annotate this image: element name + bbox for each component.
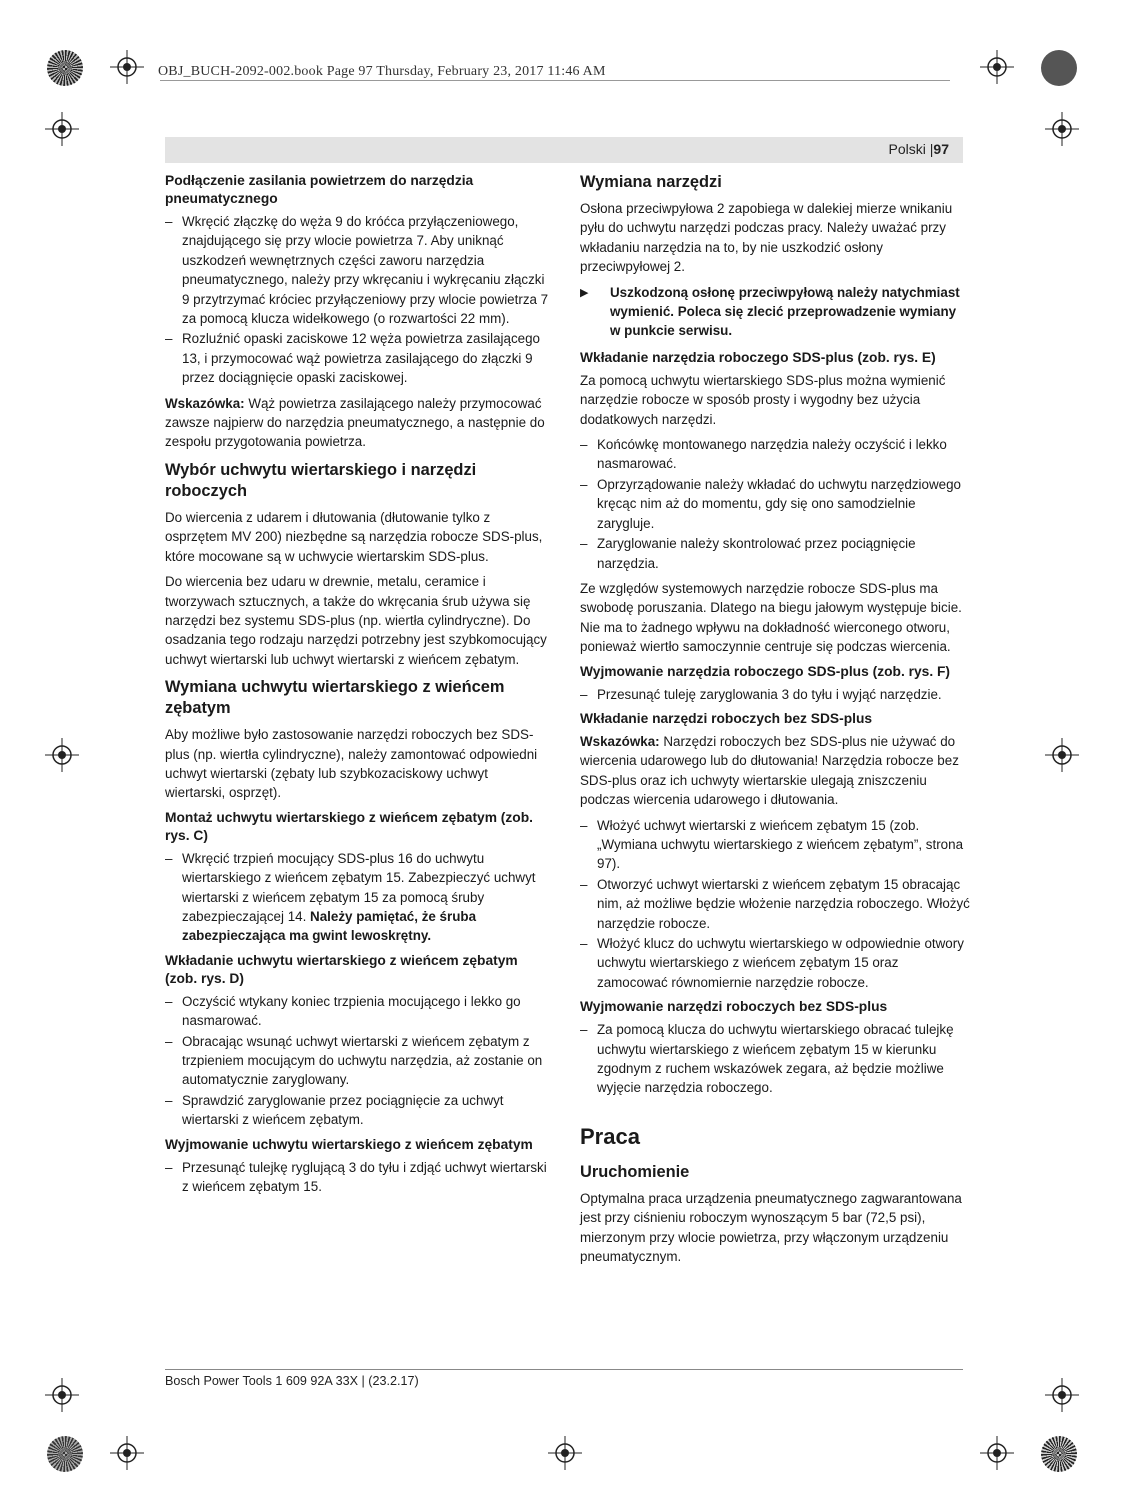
registration-mark-icon [1045, 112, 1079, 146]
paragraph: Do wiercenia bez udaru w drewnie, metalu, ceramice i tworzywach sztucznych, a także do wkręcania śrub używa się narzędzi bez systemu SDS-plus (np. wiertła cylindryczne). Do osadzania tego rodzaju narzędzi potrzebny jest szybkomocujący uchwyt wiertarski lub uchwyt wiertarski z wieńcem zębatym. [165, 574, 547, 667]
color-rose-icon [47, 1436, 83, 1472]
list-item: – Wkręcić złączkę do węża 9 do króćca przyłączeniowego, znajdującego się przy wlocie powietrza 7. Aby uniknąć uszkodzeń wewnętrznych części zaworu narzędzia pneumatycznego, należy przy wkręcaniu i wykręcaniu złączki 9 przytrzymać króciec przyłączeniowy przy wlocie powietrza 7 za pomocą klucza widełkowego (o rozwartości 22 mm). [165, 212, 550, 328]
step-list [165, 1158, 550, 1197]
registration-mark-icon [110, 50, 144, 84]
subsection-heading: Wkładanie narzędzia roboczego SDS-plus (zob. rys. E) [580, 349, 936, 365]
registration-mark-icon [1045, 1378, 1079, 1412]
registration-mark-icon [45, 1378, 79, 1412]
color-rose-icon [47, 50, 83, 86]
paragraph: Za pomocą uchwytu wiertarskiego SDS-plus można wymienić narzędzie robocze w sposób prosty i wygodny bez użycia dodatkowych narzędzi. [580, 372, 946, 427]
note-label: Wskazówka: [165, 395, 245, 411]
list-item: – Obracając wsunąć uchwyt wiertarski z wieńcem zębatym z trzpieniem mocującym do uchwytu narzędzia, aż zostanie on automatycznie zaryglowany. [165, 1032, 550, 1090]
chapter-heading: Praca [580, 1123, 640, 1149]
paragraph: Aby możliwe było zastosowanie narzędzi roboczych bez SDS-plus (np. wiertła cylindryczne), należy zamontować odpowiedni uchwyt wiertarski (zębaty lub szybkozaciskowy uchwyt wiertarski, osprzęt). [165, 727, 538, 801]
registration-mark-icon [1045, 738, 1079, 772]
list-item: – Przesunąć tulejkę ryglującą 3 do tyłu i zdjąć uchwyt wiertarski z wieńcem zębatym 15. [165, 1158, 550, 1197]
subsection-heading: Wyjmowanie narzędzia roboczego SDS-plus (zob. rys. F) [580, 663, 951, 679]
list-item: – Rozluźnić opaski zaciskowe 12 węża powietrza zasilającego 13, i przymocować wąż powietrza zasilającego do złączki 9 przez dociągnięcie opaski zaciskowej. [165, 329, 550, 387]
warning-block [580, 283, 970, 341]
section-heading: Wymiana uchwytu wiertarskiego z wieńcem zębatym [165, 678, 505, 718]
list-item: – Sprawdzić zaryglowanie przez pociągnięcie za uchwyt wiertarski z wieńcem zębatym. [165, 1091, 550, 1130]
list-item: – Przesunąć tuleję zaryglowania 3 do tyłu i wyjąć narzędzie. [580, 685, 970, 704]
print-slug: OBJ_BUCH-2092-002.book Page 97 Thursday, February 23, 2017 11:46 AM [158, 64, 606, 79]
registration-mark-icon [110, 1436, 144, 1470]
subsection-heading: Wkładanie uchwytu wiertarskiego z wieńcem zębatym (zob. rys. D) [165, 952, 518, 986]
step-list [580, 816, 970, 993]
step-list [580, 435, 970, 573]
list-item [165, 849, 550, 946]
paragraph: Do wiercenia z udarem i dłutowania (dłutowanie tylko z osprzętem MV 200) niezbędne są narzędzia robocze SDS-plus, które mocowane są w uchwycie wiertarskim SDS-plus. [165, 509, 543, 564]
list-item: – Otworzyć uchwyt wiertarski z wieńcem zębatym 15 obracając nim, aż możliwe będzie włożenie narzędzia roboczego. Włożyć narzędzie robocze. [580, 875, 970, 933]
color-rose-icon [1041, 50, 1077, 86]
registration-mark-icon [980, 1436, 1014, 1470]
header-separator: | [929, 141, 934, 157]
list-item: – Włożyć uchwyt wiertarski z wieńcem zębatym 15 (zob. „Wymiana uchwytu wiertarskiego z wieńcem zębatym”, strona 97). [580, 816, 970, 874]
footer-rule [165, 1369, 963, 1370]
step-list [580, 685, 970, 704]
list-item: – Oprzyrządowanie należy wkładać do uchwytu narzędziowego kręcąc nim aż do momentu, gdy się ono samodzielnie zarygluje. [580, 475, 970, 533]
list-item: – Zaryglowanie należy skontrolować przez pociągnięcie narzędzia. [580, 534, 970, 573]
registration-mark-icon [45, 112, 79, 146]
note-paragraph [165, 394, 550, 452]
list-item: – Końcówkę montowanego narzędzia należy oczyścić i lekko nasmarować. [580, 435, 970, 474]
registration-mark-icon [980, 50, 1014, 84]
step-list [165, 992, 550, 1130]
section-heading: Wymiana narzędzi [580, 173, 722, 191]
note-text: Wąż powietrza zasilającego należy przymocować zawsze najpierw do narzędzia pneumatycznego, a następnie do zespołu przygotowania powietrza. [165, 395, 545, 450]
list-item: – Oczyścić wtykany koniec trzpienia mocującego i lekko go nasmarować. [165, 992, 550, 1031]
note-label: Wskazówka: [580, 733, 660, 749]
subsection-heading: Wkładanie narzędzi roboczych bez SDS-plus [580, 710, 873, 726]
registration-mark-icon [45, 738, 79, 772]
right-column [580, 172, 970, 1272]
color-rose-icon [1041, 1436, 1077, 1472]
step-list [580, 1020, 970, 1098]
note-paragraph [580, 732, 970, 810]
list-item: – Włożyć klucz do uchwytu wiertarskiego w odpowiednie otwory uchwytu wiertarskiego z wieńcem zębatym 15 oraz zamocować równomiernie narzędzie robocze. [580, 934, 970, 992]
section-heading: Wybór uchwytu wiertarskiego i narzędzi roboczych [165, 460, 477, 500]
step-list [165, 212, 550, 388]
page-header [165, 137, 963, 163]
header-language: Polski [888, 141, 926, 157]
subsection-heading: Montaż uchwytu wiertarskiego z wieńcem zębatym (zob. rys. C) [165, 809, 533, 843]
subsection-heading: Wyjmowanie narzędzi roboczych bez SDS-plus [580, 999, 888, 1015]
page-footer: Bosch Power Tools 1 609 92A 33X | (23.2.17) [165, 1374, 419, 1388]
slug-rule [160, 80, 950, 81]
warning-text: Uszkodzoną osłonę przeciwpyłową należy natychmiast wymienić. Poleca się zlecić przeprowadzenie wymiany w punkcie serwisu. [610, 284, 960, 339]
paragraph: Osłona przeciwpyłowa 2 zapobiega w dalekiej mierze wnikaniu pyłu do uchwytu narzędzi podczas pracy. Należy uważać przy wkładaniu narzędzia na to, by nie uszkodzić osłony przeciwpyłowej 2. [580, 201, 953, 275]
page-number: 97 [933, 141, 949, 157]
left-column [165, 172, 550, 1202]
section-heading: Uruchomienie [580, 1162, 690, 1181]
list-item: – Za pomocą klucza do uchwytu wiertarskiego obracać tulejkę uchwytu wiertarskiego z wieńcem zębatym 15 w kierunku zgodnym z ruchem wskazówek zegara, aż będzie możliwe wyjęcie narzędzia roboczego. [580, 1020, 970, 1098]
list-item-warning: Należy pamiętać, że śruba zabezpieczająca ma gwint lewoskrętny. [182, 908, 477, 944]
note-text: Narzędzi roboczych bez SDS-plus nie używać do wiercenia udarowego lub do dłutowania! Narzędzia robocze bez SDS-plus oraz ich uchwyty wiertarskie ulegają zniszczeniu podczas wiercenia udarowego i dłutowania. [580, 733, 959, 808]
step-list [165, 849, 550, 946]
triangle-bullet-icon: ▶ [580, 286, 589, 299]
registration-mark-icon [548, 1436, 582, 1470]
subsection-heading: Wyjmowanie uchwytu wiertarskiego z wieńcem zębatym [165, 1136, 533, 1152]
list-item-text: Wkręcić trzpień mocujący SDS-plus 16 do uchwytu wiertarskiego z wieńcem zębatym 15. Zabezpieczyć uchwyt wiertarski z wieńcem zębatym 15 za pomocą śruby zabezpieczającej 14. [182, 850, 536, 924]
section-heading: Podłączenie zasilania powietrzem do narzędzia pneumatycznego [165, 173, 474, 206]
paragraph: Optymalna praca urządzenia pneumatycznego zagwarantowana jest przy ciśnieniu roboczym wynoszącym 5 bar (72,5 psi), mierzonym przy wlocie powietrza, przy włączonym urządzeniu pneumatycznym. [580, 1190, 962, 1265]
paragraph: Ze względów systemowych narzędzie robocze SDS-plus ma swobodę poruszania. Dlatego na biegu jałowym występuje bicie. Nie ma to żadnego wpływu na dokładność wierconego otworu, ponieważ wiertło samoczynnie centruje się podczas wiercenia. [580, 580, 962, 655]
